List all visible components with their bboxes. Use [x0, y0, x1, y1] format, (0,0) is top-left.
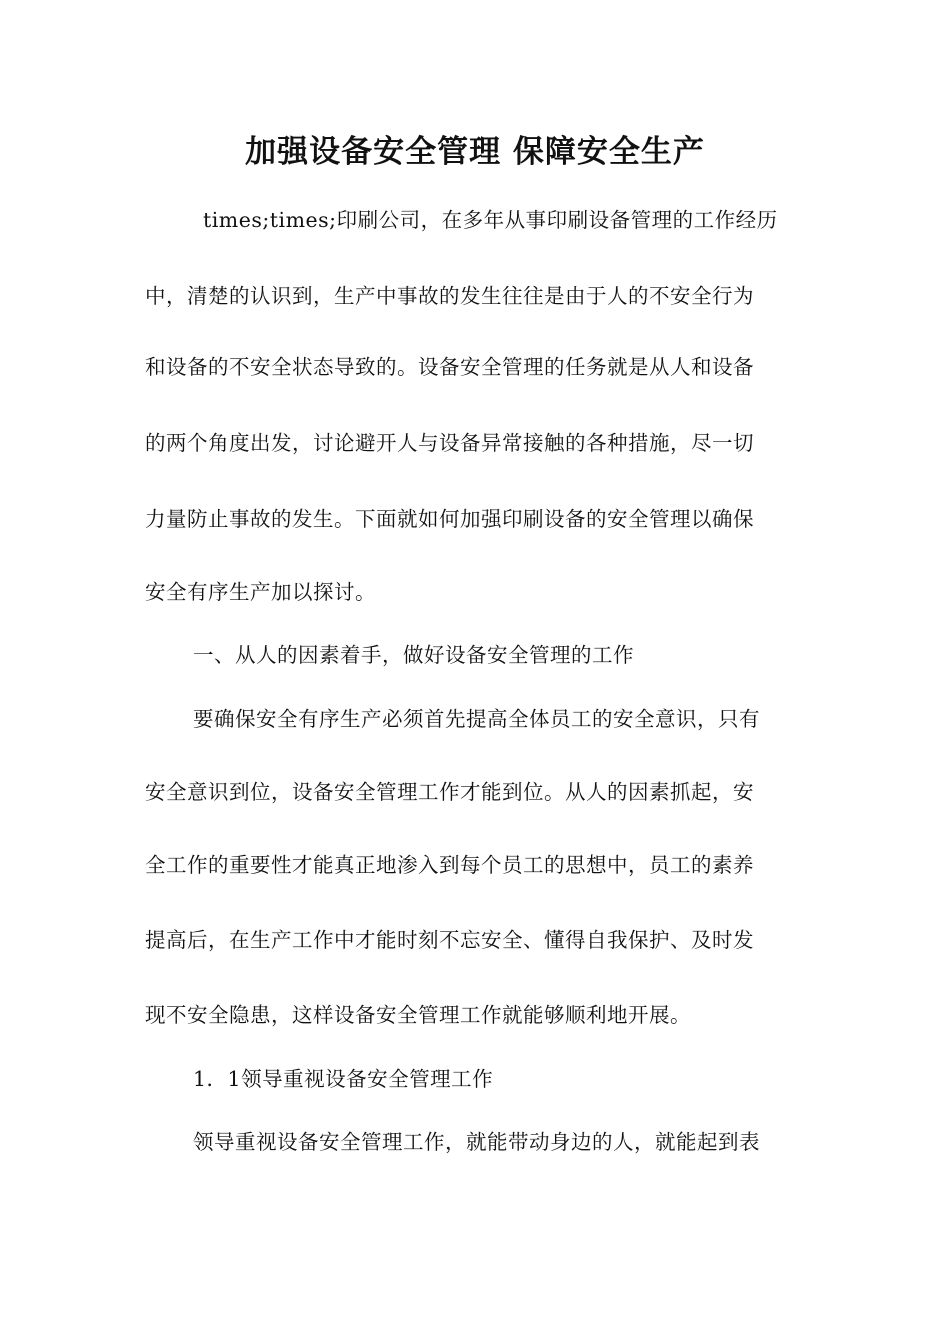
paragraph-line: 领导重视设备安全管理工作，就能带动身边的人，就能起到表 — [193, 1130, 760, 1154]
paragraph-line: 安全有序生产加以探讨。 — [145, 580, 376, 604]
paragraph-line: times;times;印刷公司，在多年从事印刷设备管理的工作经历 — [203, 208, 778, 232]
paragraph-line: 要确保安全有序生产必须首先提高全体员工的安全意识，只有 — [193, 707, 760, 731]
paragraph-line: 安全意识到位，设备安全管理工作才能到位。从人的因素抓起，安 — [145, 780, 754, 804]
paragraph-line: 和设备的不安全状态导致的。设备安全管理的任务就是从人和设备 — [145, 355, 754, 379]
paragraph-line: 全工作的重要性才能真正地渗入到每个员工的思想中，员工的素养 — [145, 853, 754, 877]
paragraph-line: 力量防止事故的发生。下面就如何加强印刷设备的安全管理以确保 — [145, 507, 754, 531]
paragraph-line: 的两个角度出发，讨论避开人与设备异常接触的各种措施，尽一切 — [145, 431, 754, 455]
subsection-heading: 1．1领导重视设备安全管理工作 — [193, 1067, 494, 1091]
document-title: 加强设备安全管理 保障安全生产 — [245, 134, 705, 170]
paragraph-line: 现不安全隐患，这样设备安全管理工作就能够顺利地开展。 — [145, 1003, 691, 1027]
paragraph-line: 中，清楚的认识到，生产中事故的发生往往是由于人的不安全行为 — [145, 284, 754, 308]
paragraph-line: 提高后，在生产工作中才能时刻不忘安全、懂得自我保护、及时发 — [145, 928, 754, 952]
section-heading: 一、从人的因素着手，做好设备安全管理的工作 — [193, 643, 634, 667]
